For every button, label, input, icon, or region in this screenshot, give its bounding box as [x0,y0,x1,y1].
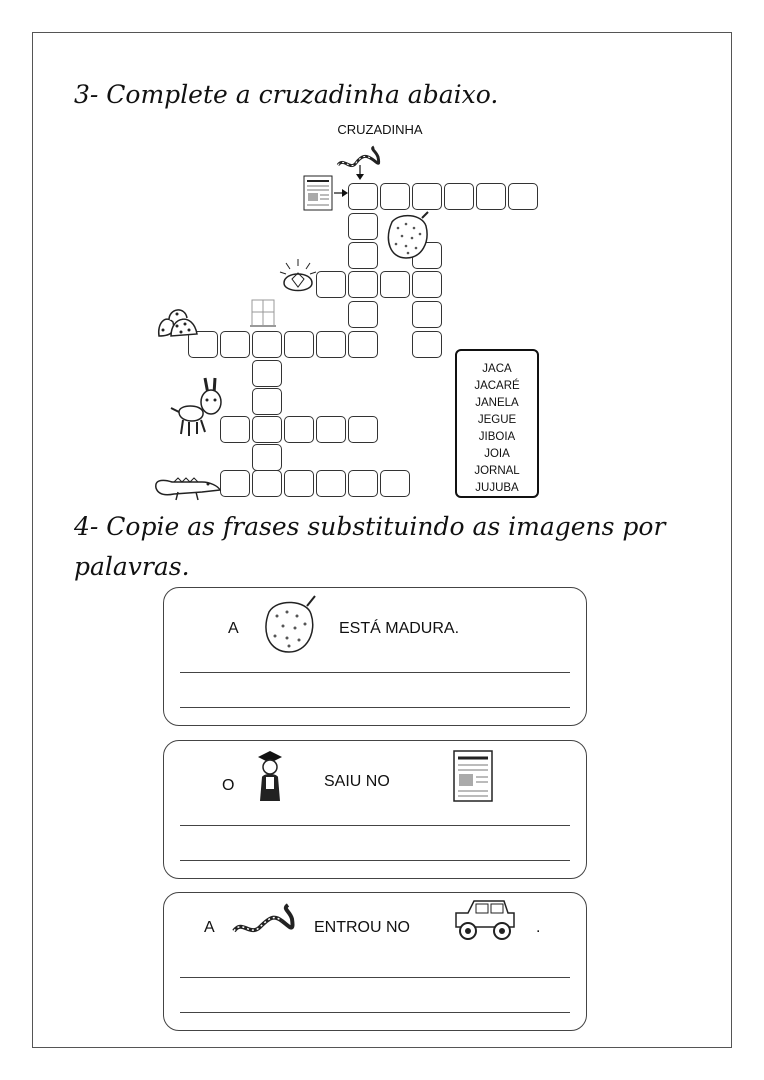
crossword-cell[interactable] [316,416,346,443]
gem-icon [278,257,318,297]
alligator-icon [152,466,222,502]
crossword-cell[interactable] [220,470,250,497]
crossword-cell[interactable] [412,271,442,298]
crossword-cell[interactable] [252,444,282,471]
crossword-cell[interactable] [476,183,506,210]
crossword-cell[interactable] [412,183,442,210]
word-bank [455,349,539,498]
sentence-card-1 [163,587,587,726]
crossword-cell[interactable] [444,183,474,210]
crossword-cell[interactable] [508,183,538,210]
crossword-cell[interactable] [348,331,378,358]
sentence-1-start: A [228,620,239,637]
word-bank-item: JORNAL [474,465,520,477]
window-icon [249,298,277,330]
answer-line[interactable] [180,825,570,826]
exercise-4-heading-line2: palavras. [74,552,190,581]
exercise-3-heading: 3- Complete a cruzadinha abaixo. [74,80,499,109]
crossword-cell[interactable] [252,416,282,443]
word-bank-item: JEGUE [477,414,517,426]
sentence-2-end: SAIU NO [324,773,390,790]
crossword-cell[interactable] [316,331,346,358]
crossword-cell[interactable] [348,213,378,240]
answer-line[interactable] [180,977,570,978]
crossword-cell[interactable] [380,271,410,298]
crossword-cell[interactable] [412,331,442,358]
crossword-cell[interactable] [412,301,442,328]
sentence-3-middle: ENTROU NO [314,919,410,936]
answer-line[interactable] [180,1012,570,1013]
crossword-cell[interactable] [252,388,282,415]
graduate-icon [252,747,288,803]
crossword-cell[interactable] [252,331,282,358]
jujuba-icon [155,304,201,340]
newspaper-icon [302,173,348,213]
word-bank-item: JANELA [475,397,519,409]
crossword-cell[interactable] [380,470,410,497]
word-bank-item: JACARÉ [474,380,520,392]
crossword-cell[interactable] [348,183,378,210]
crossword-cell[interactable] [348,470,378,497]
snake-icon [230,901,306,941]
car-icon [450,895,520,945]
crossword-cell[interactable] [316,470,346,497]
sentence-1-end: ESTÁ MADURA. [339,620,460,637]
crossword-cell[interactable] [348,301,378,328]
crossword-cell[interactable] [252,360,282,387]
answer-line[interactable] [180,672,570,673]
answer-line[interactable] [180,707,570,708]
word-bank-item: JIBOIA [478,431,516,443]
crossword-cell[interactable] [284,470,314,497]
crossword-cell[interactable] [220,331,250,358]
newspaper-icon [450,747,500,805]
jackfruit-icon [259,594,325,656]
crossword-cell[interactable] [348,416,378,443]
sentence-3-start: A [204,919,215,936]
sentence-3-end: . [536,919,541,936]
word-bank-item: JUJUBA [475,482,519,494]
answer-line[interactable] [180,860,570,861]
crossword-cell[interactable] [348,271,378,298]
word-bank-item: JOIA [484,448,510,460]
sentence-card-3 [163,892,587,1031]
crossword-cell[interactable] [284,416,314,443]
crossword-cell[interactable] [284,331,314,358]
sentence-2-start: O [222,777,235,794]
crossword-cell[interactable] [380,183,410,210]
word-bank-item: JACA [482,363,512,375]
crossword-cell[interactable] [348,242,378,269]
donkey-icon [165,372,235,440]
jackfruit-icon [382,208,432,262]
crossword-cell[interactable] [316,271,346,298]
crossword-title: CRUZADINHA [337,122,423,137]
sentence-card-2 [163,740,587,879]
exercise-4-heading-line1: 4- Copie as frases substituindo as imagens por [74,512,666,541]
crossword-cell[interactable] [252,470,282,497]
